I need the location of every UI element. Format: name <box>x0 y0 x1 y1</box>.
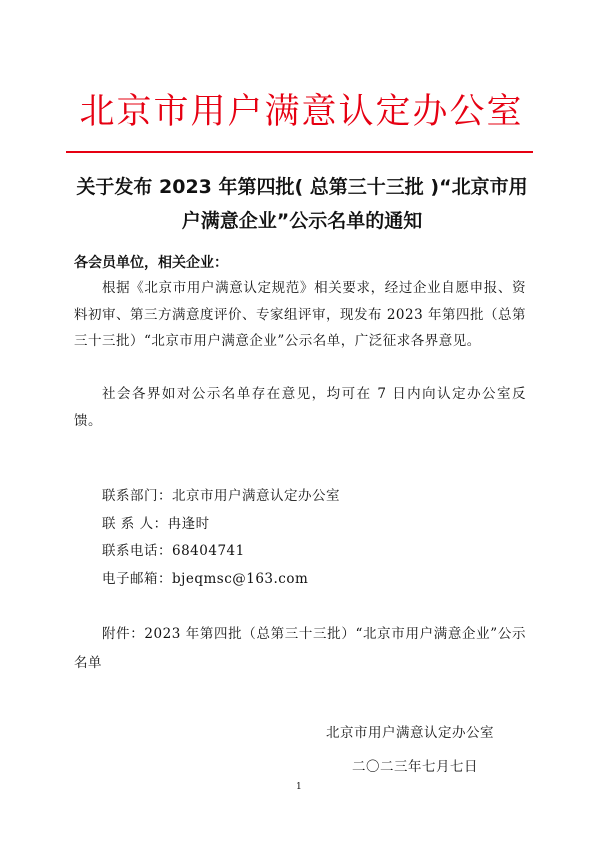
contact-phone: 联系电话：68404741 <box>102 543 245 559</box>
page-number: 1 <box>296 782 302 792</box>
contact-department: 联系部门：北京市用户满意认定办公室 <box>102 488 340 504</box>
body-paragraph: 根据《北京市用户满意认定规范》相关要求，经过企业自愿申报、资料初审、第三方满意度评价、专家组评审，现发布 2023 年第四批（总第三十三批）“北京市用户满意企业”公示名单，广泛征求各界意见。 <box>74 280 526 349</box>
contact-email: 电子邮箱：bjeqmsc@163.com <box>102 570 309 587</box>
salutation: 各会员单位，相关企业： <box>74 255 228 271</box>
signature-date: 二〇二三年七月七日 <box>352 759 478 775</box>
signature-organization: 北京市用户满意认定办公室 <box>326 725 494 741</box>
body-paragraph: 社会各界如对公示名单存在意见，均可在 7 日内向认定办公室反馈。 <box>74 386 526 429</box>
attachment-note: 附件：2023 年第四批（总第三十三批）“北京市用户满意企业”公示名单 <box>74 626 526 671</box>
contact-block <box>102 483 340 593</box>
masthead-divider <box>66 151 533 153</box>
notice-title: 关于发布 2023 年第四批( 总第三十三批 )“北京市用户满意企业”公示名单的通知 <box>76 176 528 232</box>
masthead-title: 北京市用户满意认定办公室 <box>79 92 524 132</box>
contact-person: 联 系 人：冉逢时 <box>102 515 210 532</box>
